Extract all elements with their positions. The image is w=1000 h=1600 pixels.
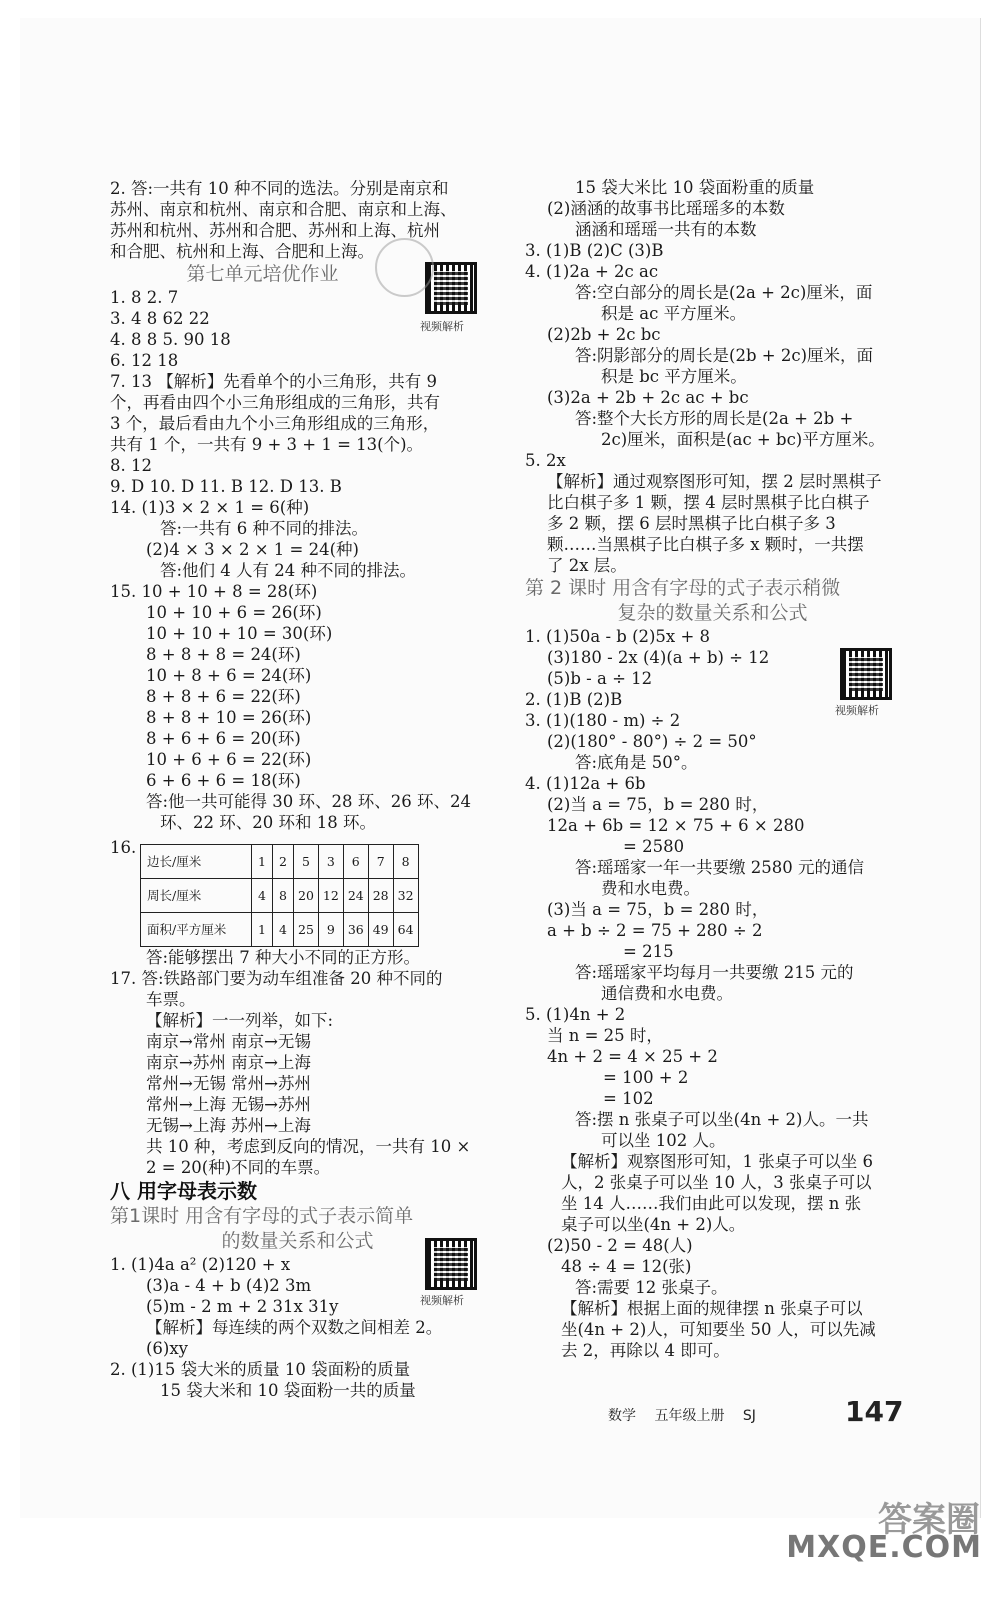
footer-grade: 五年级上册 xyxy=(654,1408,725,1424)
table-cell: 4 xyxy=(252,879,273,913)
table-cell: 36 xyxy=(343,913,368,947)
answer-line: 6 + 6 + 6 = 18(环) xyxy=(146,771,301,790)
answer-line: = 102 xyxy=(603,1089,654,1108)
answer-line: (3)当 a = 75，b = 280 时， xyxy=(547,900,769,919)
answer-line: 10 + 6 + 6 = 22(环) xyxy=(146,750,312,769)
table-cell: 64 xyxy=(393,913,418,947)
answer-line: 颗……当黑棋子比白棋子多 x 颗时，一共摆 xyxy=(547,535,864,554)
answer-line: 8 + 6 + 6 = 20(环) xyxy=(146,729,301,748)
table-cell: 6 xyxy=(343,845,368,879)
watermark-logo: 答案圈 xyxy=(878,1500,980,1540)
answer-line: 去 2，再除以 4 即可。 xyxy=(561,1341,730,1360)
answer-line: 答:底角是 50°。 xyxy=(575,753,698,772)
table-cell: 5 xyxy=(294,845,319,879)
answer-line: 当 n = 25 时， xyxy=(547,1026,663,1045)
answer-line: 【解析】通过观察图形可知，摆 2 层时黑棋子 xyxy=(547,472,882,491)
table-cell: 32 xyxy=(393,879,418,913)
lesson-title: 第1课时 用含有字母的式子表示简单 xyxy=(110,1205,414,1227)
side-length-table xyxy=(140,844,419,947)
footer-subject: 数学 xyxy=(608,1408,636,1424)
qr-caption: 视频解析 xyxy=(835,704,879,717)
answer-line: 10 + 10 + 6 = 26(环) xyxy=(146,603,322,622)
answer-line: (2)(180° - 80°) ÷ 2 = 50° xyxy=(547,732,757,751)
answer-line: 环、22 环、20 环和 18 环。 xyxy=(160,813,376,832)
answer-line: 答:空白部分的周长是(2a + 2c)厘米，面 xyxy=(575,283,873,302)
table-cell: 1 xyxy=(252,845,273,879)
answer-line: 多 2 颗，摆 6 层时黑棋子比白棋子多 3 xyxy=(547,514,836,533)
answer-line: 答:瑶瑶家一年一共要缴 2580 元的通信 xyxy=(575,858,865,877)
answer-line: 5. (1)4n + 2 xyxy=(525,1005,626,1024)
answer-line: 答:摆 n 张桌子可以坐(4n + 2)人。一共 xyxy=(575,1110,869,1129)
answer-line: 答:他一共可能得 30 环、28 环、26 环、24 xyxy=(146,792,472,811)
answer-line: (2)涵涵的故事书比瑶瑶多的本数 xyxy=(547,199,785,218)
qr-code-icon[interactable] xyxy=(840,648,892,700)
stamp-mark xyxy=(375,238,434,297)
lesson-title: 第 2 课时 用含有字母的式子表示稍微 xyxy=(525,577,841,599)
answer-line: 1. 8 2. 7 xyxy=(110,288,179,307)
table-cell: 9 xyxy=(318,913,343,947)
answer-line: 答:瑶瑶家平均每月一共要缴 215 元的 xyxy=(575,963,854,982)
answer-line: 涵涵和瑶瑶一共有的本数 xyxy=(575,220,757,239)
answer-line: 4n + 2 = 4 × 25 + 2 xyxy=(547,1047,718,1066)
answer-line: (2)50 - 2 = 48(人) xyxy=(547,1236,693,1255)
answer-line: 48 ÷ 4 = 12(张) xyxy=(561,1257,692,1276)
answer-line: (3)180 - 2x (4)(a + b) ÷ 12 xyxy=(547,648,770,667)
left-column xyxy=(110,178,485,1401)
answer-line: 3 个，最后看由九个小三角形组成的三角形， xyxy=(110,414,440,433)
answer-line: 5. 2x xyxy=(525,451,566,470)
table-cell: 20 xyxy=(294,879,319,913)
footer-edition: SJ xyxy=(742,1408,756,1424)
answer-line: 坐(4n + 2)人，可知要坐 50 人，可以先减 xyxy=(561,1320,876,1339)
answer-line: 3. (1)B (2)C (3)B xyxy=(525,241,664,260)
answer-line: 8 + 8 + 10 = 26(环) xyxy=(146,708,312,727)
answer-line: 答:需要 12 张桌子。 xyxy=(575,1278,728,1297)
answer-line: 了 2x 层。 xyxy=(547,556,627,575)
answer-line: 3. (1)(180 - m) ÷ 2 xyxy=(525,711,681,730)
answer-line: 答:整个大长方形的周长是(2a + 2b + xyxy=(575,409,854,428)
answer-line: 【解析】观察图形可知，1 张桌子可以坐 6 xyxy=(561,1152,873,1171)
right-column xyxy=(525,177,900,1361)
answer-line: (2)当 a = 75，b = 280 时， xyxy=(547,795,769,814)
table-cell: 7 xyxy=(368,845,393,879)
table-cell: 1 xyxy=(252,913,273,947)
table-cell: 周长/厘米 xyxy=(141,879,252,913)
qr-code-icon[interactable] xyxy=(425,1238,477,1290)
section-title: 第七单元培优作业 xyxy=(186,263,339,285)
answer-line: = 215 xyxy=(623,942,674,961)
lesson-title: 复杂的数量关系和公式 xyxy=(617,602,808,624)
table-cell: 4 xyxy=(273,913,294,947)
page-footer xyxy=(608,1405,770,1425)
answer-line: 桌子可以坐(4n + 2)人。 xyxy=(561,1215,746,1234)
answer-line: 15 袋大米比 10 袋面粉重的质量 xyxy=(575,178,815,197)
table-cell: 8 xyxy=(393,845,418,879)
answer-line: 4. (1)2a + 2c ac xyxy=(525,262,659,281)
answer-line: 2. (1)B (2)B xyxy=(525,690,623,709)
answer-line: 南京→苏州 南京→上海 xyxy=(146,1053,311,1072)
answer-line: 6. 12 18 xyxy=(110,351,179,370)
answer-line: 【解析】根据上面的规律摆 n 张桌子可以 xyxy=(561,1299,863,1318)
answer-line: 答:他们 4 人有 24 种不同的排法。 xyxy=(160,561,417,580)
answer-line: 共有 1 个，一共有 9 + 3 + 1 = 13(个)。 xyxy=(110,435,424,454)
answer-line: 无锡→上海 苏州→上海 xyxy=(146,1116,311,1135)
answer-line: (2)2b + 2c bc xyxy=(547,325,661,344)
answer-line: (3)2a + 2b + 2c ac + bc xyxy=(547,388,749,407)
answer-line: 4. 8 8 5. 90 18 xyxy=(110,330,231,349)
answer-line: 1. (1)50a - b (2)5x + 8 xyxy=(525,627,711,646)
answer-line: = 100 + 2 xyxy=(603,1068,689,1087)
answer-line: 4. (1)12a + 6b xyxy=(525,774,646,793)
page-number: 147 xyxy=(845,1395,904,1428)
answer-line: a + b ÷ 2 = 75 + 280 ÷ 2 xyxy=(547,921,763,940)
answer-line: 南京→常州 南京→无锡 xyxy=(146,1032,311,1051)
answer-line: 【解析】每连续的两个双数之间相差 2。 xyxy=(146,1318,443,1337)
answer-line: 人，2 张桌子可以坐 10 人，3 张桌子可以 xyxy=(561,1173,872,1192)
answer-line: 答:能够摆出 7 种大小不同的正方形。 xyxy=(146,948,421,967)
answer-line: (6)xy xyxy=(146,1339,188,1358)
answer-line: (5)b - a ÷ 12 xyxy=(547,669,653,688)
answer-line: 7. 13 【解析】先看单个的小三角形，共有 9 xyxy=(110,372,437,391)
answer-line: 苏州、南京和杭州、南京和合肥、南京和上海、 xyxy=(110,200,457,219)
table-cell: 28 xyxy=(368,879,393,913)
answer-line: 比白棋子多 1 颗，摆 4 层时黑棋子比白棋子 xyxy=(547,493,870,512)
answer-line: 苏州和杭州、苏州和合肥、苏州和上海、杭州 xyxy=(110,221,440,240)
table-cell: 8 xyxy=(273,879,294,913)
answer-line: 车票。 xyxy=(146,990,196,1009)
table-cell: 面积/平方厘米 xyxy=(141,913,252,947)
answer-line: 通信费和水电费。 xyxy=(601,984,733,1003)
unit-title: 八 用字母表示数 xyxy=(110,1179,257,1203)
answer-line: 3. 4 8 62 22 xyxy=(110,309,210,328)
answer-line: 10 + 8 + 6 = 24(环) xyxy=(146,666,312,685)
table-cell: 边长/厘米 xyxy=(141,845,252,879)
answer-line: 8 + 8 + 8 = 24(环) xyxy=(146,645,301,664)
answer-line: 共 10 种，考虑到反向的情况，一共有 10 × xyxy=(146,1137,471,1156)
answer-line: 2. 答:一共有 10 种不同的选法。分别是南京和 xyxy=(110,179,449,198)
table-row xyxy=(141,879,419,913)
answer-line: 2 = 20(种)不同的车票。 xyxy=(146,1158,331,1177)
answer-line: 答:阴影部分的周长是(2b + 2c)厘米，面 xyxy=(575,346,874,365)
table-row xyxy=(141,913,419,947)
answer-line: 15 袋大米和 10 袋面粉一共的质量 xyxy=(160,1381,416,1400)
answer-line: 【解析】一一列举，如下: xyxy=(146,1011,334,1030)
table-cell: 49 xyxy=(368,913,393,947)
answer-line: 坐 14 人……我们由此可以发现，摆 n 张 xyxy=(561,1194,862,1213)
answer-line: 常州→无锡 常州→苏州 xyxy=(146,1074,311,1093)
answer-line: 17. 答:铁路部门要为动车组准备 20 种不同的 xyxy=(110,969,443,988)
answer-line: (3)a - 4 + b (4)2 3m xyxy=(146,1276,312,1295)
answer-line: 8. 12 xyxy=(110,456,152,475)
answer-line: 费和水电费。 xyxy=(601,879,700,898)
answer-line: (2)4 × 3 × 2 × 1 = 24(种) xyxy=(146,540,359,559)
answer-line: 常州→上海 无锡→苏州 xyxy=(146,1095,311,1114)
answer-line: 2. (1)15 袋大米的质量 10 袋面粉的质量 xyxy=(110,1360,411,1379)
answer-line: 积是 bc 平方厘米。 xyxy=(601,367,747,386)
answer-line: 积是 ac 平方厘米。 xyxy=(601,304,747,323)
table-cell: 2 xyxy=(273,845,294,879)
table-row xyxy=(141,845,419,879)
answer-line: = 2580 xyxy=(623,837,685,856)
lesson-title: 的数量关系和公式 xyxy=(221,1230,374,1252)
answer-line: 和合肥、杭州和上海、合肥和上海。 xyxy=(110,242,374,261)
answer-line: (5)m - 2 m + 2 31x 31y xyxy=(146,1297,339,1316)
answer-line: 16. xyxy=(110,838,137,857)
answer-line: 10 + 10 + 10 = 30(环) xyxy=(146,624,333,643)
table-cell: 24 xyxy=(343,879,368,913)
answer-line: 1. (1)4a a² (2)120 + x xyxy=(110,1255,291,1274)
watermark-text: MXQE.COM xyxy=(786,1530,982,1565)
answer-line: 15. 10 + 10 + 8 = 28(环) xyxy=(110,582,318,601)
answer-line: 8 + 8 + 6 = 22(环) xyxy=(146,687,301,706)
answer-line: 2c)厘米，面积是(ac + bc)平方厘米。 xyxy=(601,430,885,449)
answer-line: 个，再看由四个小三角形组成的三角形，共有 xyxy=(110,393,440,412)
answer-line: 9. D 10. D 11. B 12. D 13. B xyxy=(110,477,342,496)
qr-caption: 视频解析 xyxy=(420,1294,464,1307)
answer-line: 12a + 6b = 12 × 75 + 6 × 280 xyxy=(547,816,805,835)
answer-line: 14. (1)3 × 2 × 1 = 6(种) xyxy=(110,498,310,517)
table-cell: 12 xyxy=(318,879,343,913)
answer-line: 可以坐 102 人。 xyxy=(601,1131,726,1150)
qr-caption: 视频解析 xyxy=(420,320,464,333)
table-cell: 3 xyxy=(318,845,343,879)
table-cell: 25 xyxy=(294,913,319,947)
answer-line: 答:一共有 6 种不同的排法。 xyxy=(160,519,369,538)
